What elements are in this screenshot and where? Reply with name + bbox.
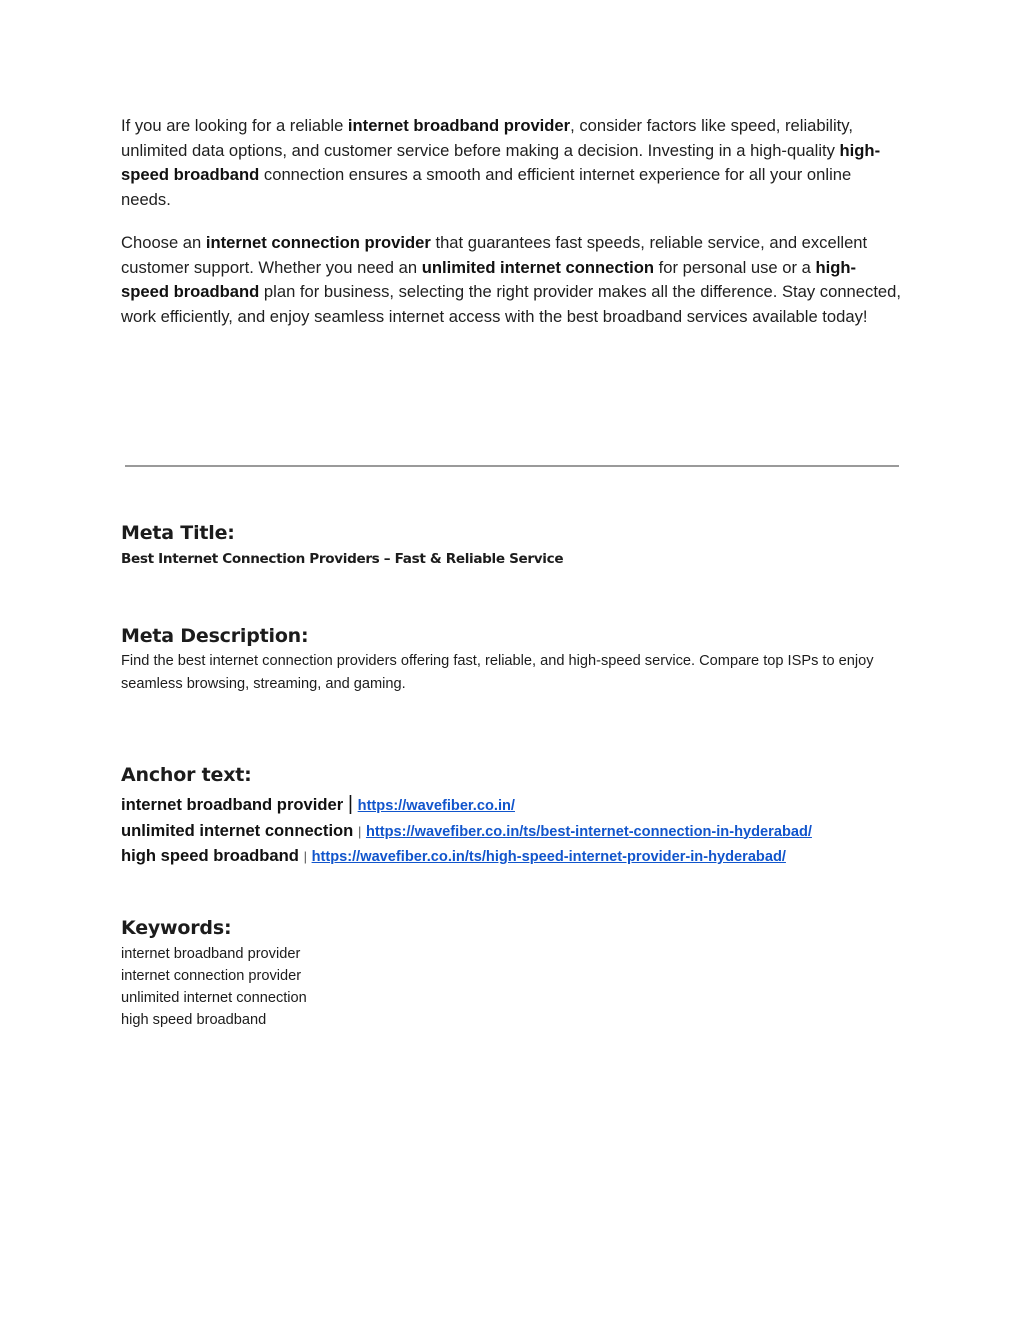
keyword-item: unlimited internet connection	[121, 990, 307, 1006]
meta-title-section	[121, 521, 921, 569]
keywords-heading: Keywords:	[121, 917, 232, 939]
anchor-separator: |	[303, 849, 307, 864]
keywords-section	[121, 916, 921, 1031]
anchor-list	[121, 792, 921, 870]
anchor-text-heading: Anchor text:	[121, 764, 252, 786]
intro-paragraph-2	[121, 231, 901, 329]
anchor-link[interactable]: https://wavefiber.co.in/ts/high-speed-internet-provider-in-hyderabad/	[311, 849, 786, 865]
intro-text	[121, 114, 901, 329]
anchor-row	[121, 792, 921, 819]
anchor-row	[121, 844, 921, 870]
meta-title-value: Best Internet Connection Providers – Fast & Reliable Service	[121, 551, 564, 567]
p2-text-1: Choose an	[121, 233, 206, 252]
anchor-keyword: unlimited internet connection	[121, 820, 354, 840]
keyword-item: internet broadband provider	[121, 946, 301, 962]
p2-text-3: for personal use or a	[654, 257, 816, 277]
p1-text-3: connection ensures a smooth and efficient internet experience for all your online needs.	[121, 165, 852, 209]
anchor-link[interactable]: https://wavefiber.co.in/ts/best-internet-connection-in-hyderabad/	[365, 823, 812, 840]
anchor-text-section	[121, 763, 921, 870]
anchor-keyword: high speed broadband	[121, 846, 299, 865]
meta-description-heading: Meta Description:	[121, 625, 309, 647]
keyword-item: internet connection provider	[121, 968, 302, 984]
keyword-list	[121, 943, 921, 1031]
meta-description-section	[121, 624, 911, 695]
p2-text-2: that guarantees fast speeds, reliable service, and excellent customer support. Whether you need an	[121, 233, 868, 277]
intro-paragraph-1	[121, 114, 901, 212]
p2-bold-2: unlimited internet connection	[421, 257, 655, 277]
p2-text-4: plan for business, selecting the right provider makes all the difference. Stay connected, work efficiently, and enjoy seamless internet access with the best broadband services available today!	[121, 282, 901, 326]
anchor-link[interactable]: https://wavefiber.co.in/	[357, 798, 515, 814]
anchor-keyword: internet broadband provider	[121, 795, 344, 814]
p1-text-1: If you are looking for a reliable	[121, 116, 348, 135]
anchor-separator: |	[357, 823, 362, 839]
meta-description-value: Find the best internet connection providers offering fast, reliable, and high-speed service. Compare top ISPs to enjoy seamless browsing, streaming, and gaming.	[121, 653, 874, 692]
anchor-separator: |	[347, 793, 354, 815]
p1-text-2: , consider factors like speed, reliability, unlimited data options, and customer service before making a decision. Investing in a high-quality	[121, 116, 853, 160]
p2-bold-3: high-speed broadband	[121, 257, 856, 301]
keyword-item: high speed broadband	[121, 1012, 267, 1028]
p1-bold-1: internet broadband provider	[347, 116, 571, 135]
anchor-row	[121, 819, 921, 845]
p2-bold-1: internet connection provider	[205, 233, 431, 252]
p1-bold-2: high-speed broadband	[121, 140, 881, 184]
meta-title-heading: Meta Title:	[121, 522, 235, 544]
horizontal-divider	[125, 465, 899, 467]
